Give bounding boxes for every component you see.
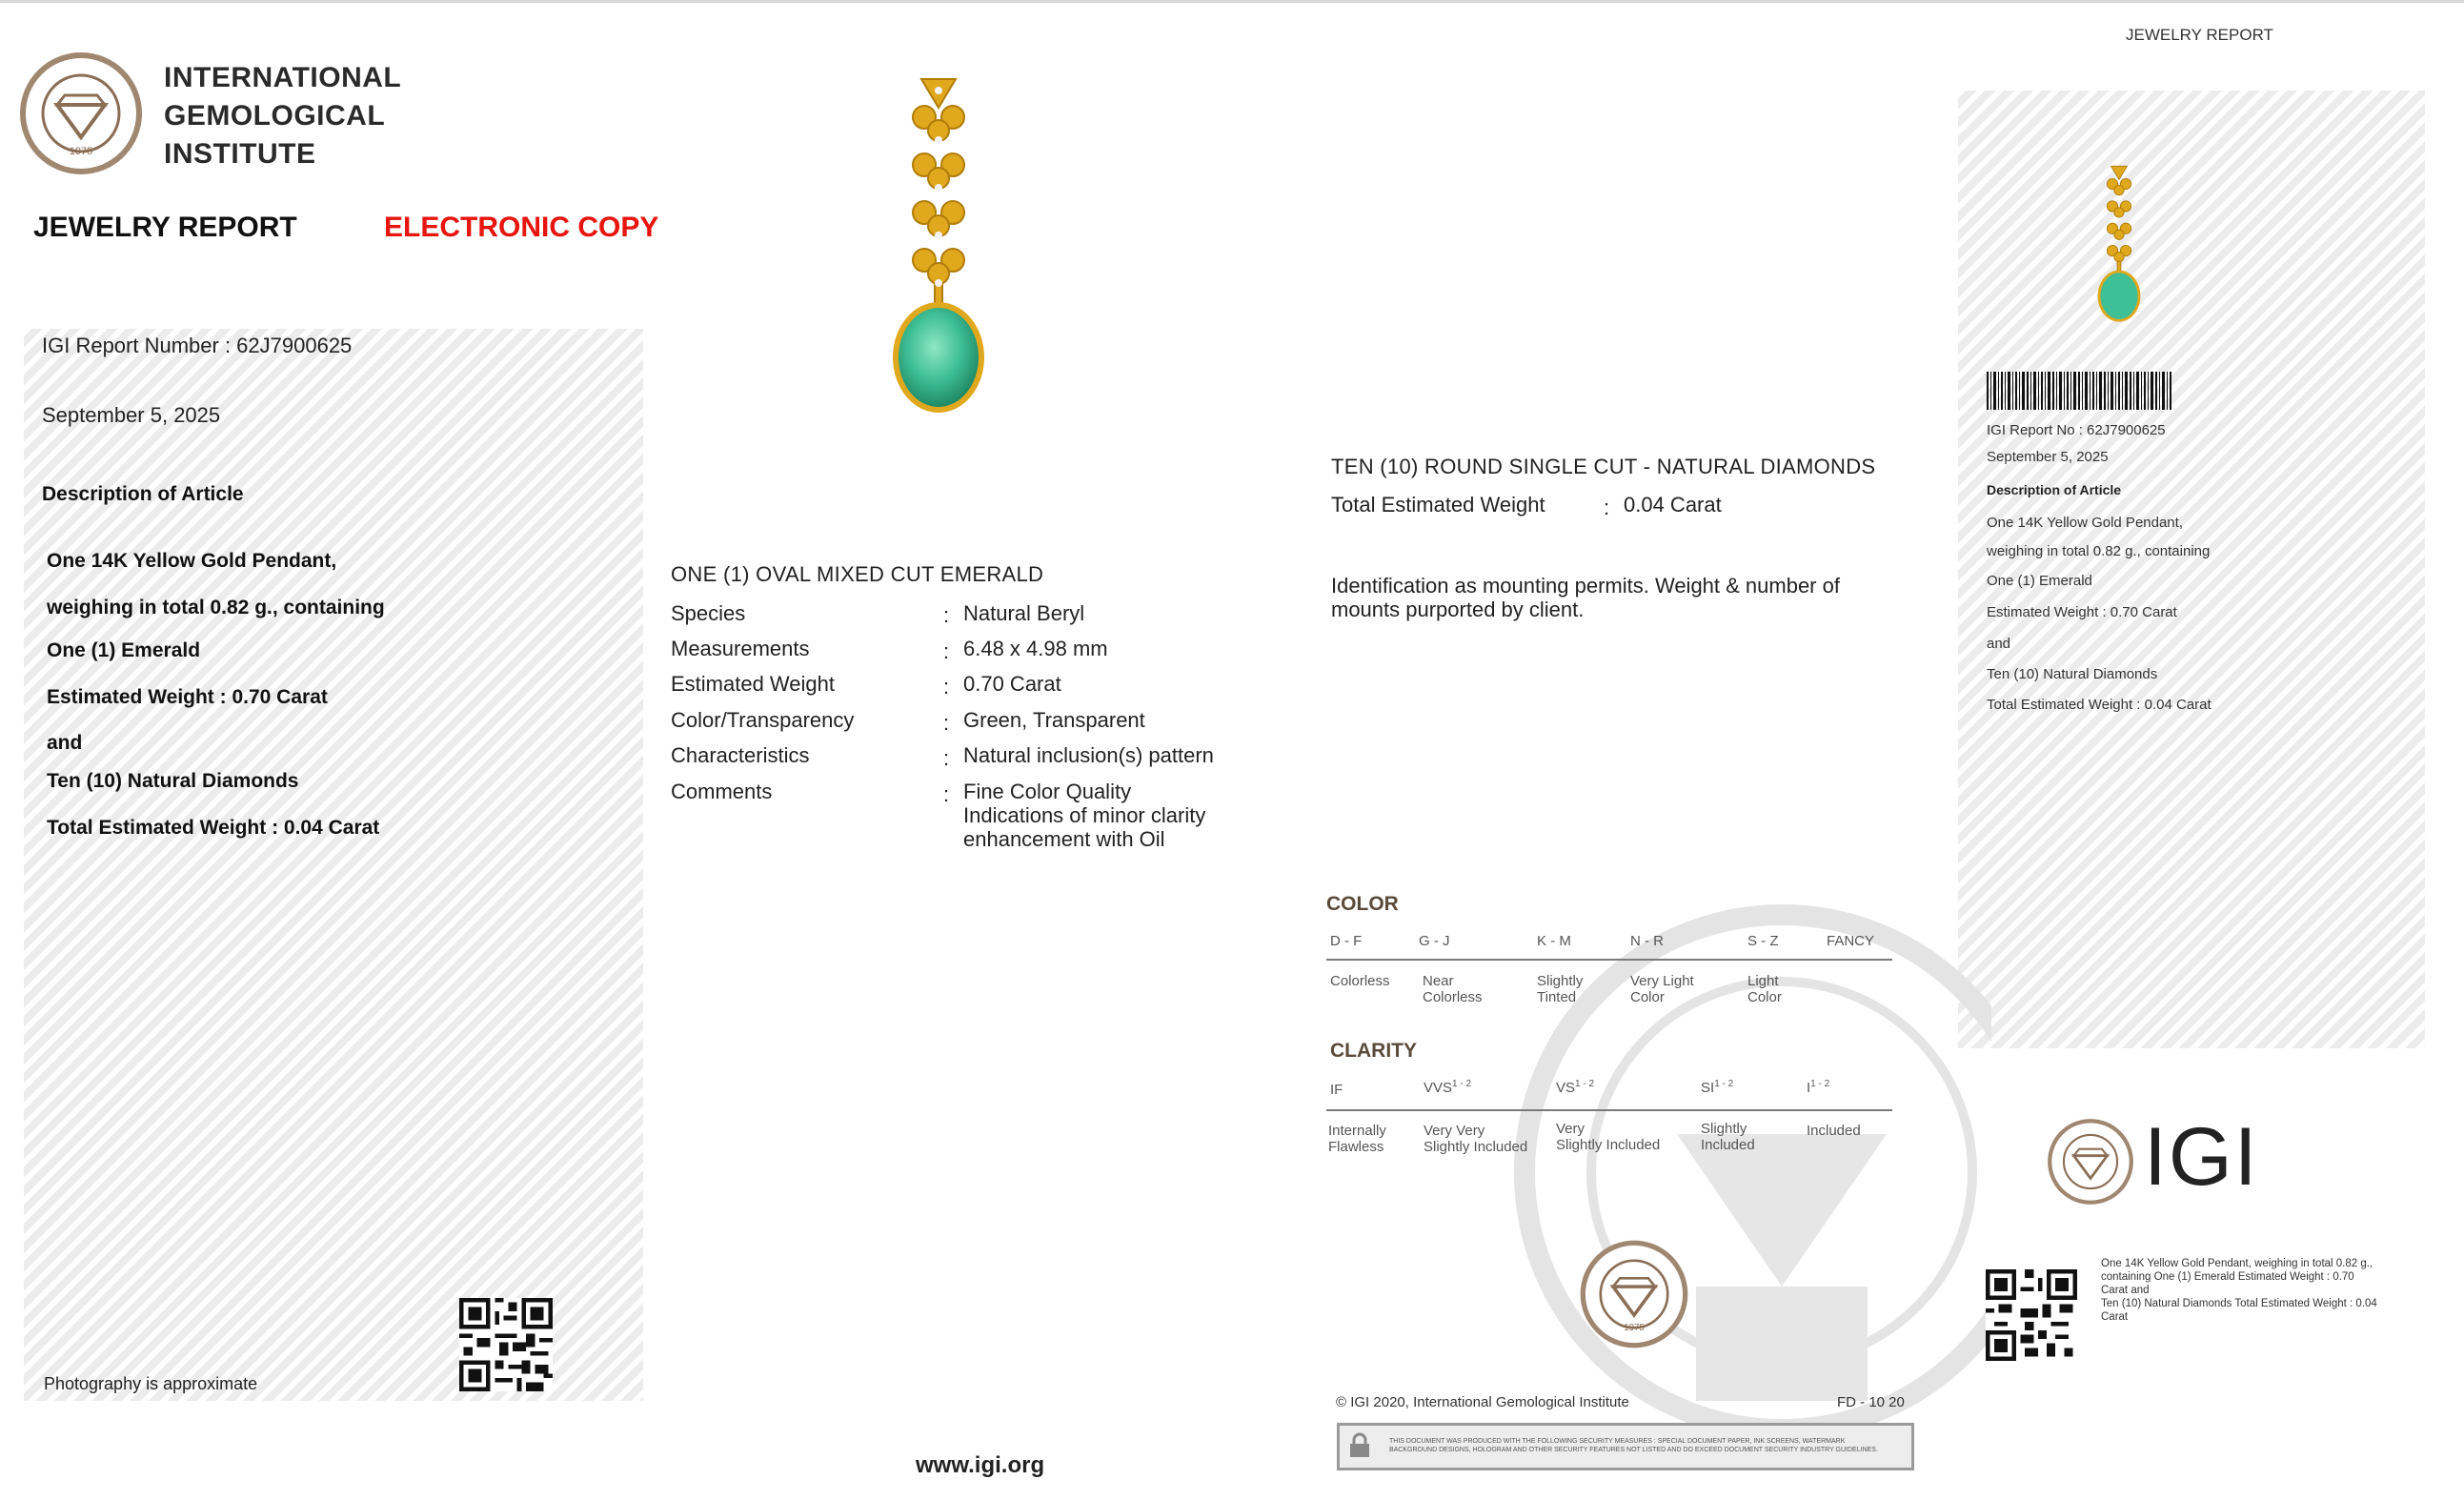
svg-text:1975: 1975 (1624, 1322, 1645, 1333)
diamonds-weight-value: 0.04 Carat (1624, 493, 1722, 517)
clarity-grade: IF (1330, 1082, 1343, 1098)
description-line: Ten (10) Natural Diamonds (47, 770, 299, 792)
summary-line: Ten (10) Natural Diamonds (1987, 666, 2158, 682)
igi-seal-logo (17, 50, 145, 177)
watermark-seal (1496, 886, 1991, 1458)
description-heading: Description of Article (42, 483, 244, 505)
diamonds-title: TEN (10) ROUND SINGLE CUT - NATURAL DIAMONDS (1331, 455, 1876, 478)
description-line: Total Estimated Weight : 0.04 Carat (47, 817, 380, 839)
clarity-grade: VS$^{1 - 2}$ (1556, 1079, 1595, 1096)
emerald-row-label: Measurements (671, 637, 810, 660)
row-colon: : (943, 711, 950, 735)
emerald-row-label: Characteristics (671, 743, 810, 767)
qr-code[interactable] (459, 1298, 553, 1391)
color-grade: N - R (1630, 933, 1664, 949)
right-background-pattern (1958, 91, 2425, 1048)
igi-brand-seal-icon (2046, 1117, 2135, 1206)
photography-note: Photography is approximate (44, 1374, 258, 1393)
security-text: THIS DOCUMENT WAS PRODUCED WITH THE FOLLOWING SECURITY MEASURES : SPECIAL DOCUMENT PAPER, INK SCREENS, WATERMARK BACKGROUND DESIGNS, HOLOGRAM AND OTHER SECURITY FEATURES NOT LISTED AND DO EXCEED DOCUMENT SECURITY INDUSTRY GUIDELINES. (1389, 1438, 1878, 1453)
color-desc: Near Colorless (1423, 973, 1483, 1005)
clarity-desc: Slightly Included (1701, 1121, 1755, 1153)
clarity-desc: Included (1807, 1123, 1861, 1139)
top-rule (0, 0, 2464, 3)
security-notice (1337, 1423, 1914, 1470)
clarity-desc: Very Very Slightly Included (1424, 1123, 1528, 1155)
description-line: Estimated Weight : 0.70 Carat (47, 686, 328, 708)
row-colon: : (943, 603, 950, 627)
svg-text:1975: 1975 (69, 146, 93, 157)
summary-line: One 14K Yellow Gold Pendant, (1987, 515, 2183, 531)
barcode[interactable] (1987, 372, 2173, 410)
description-line: weighing in total 0.82 g., containing (47, 597, 385, 618)
form-code: FD - 10 20 (1837, 1394, 1905, 1410)
row-colon: : (1604, 496, 1610, 519)
org-name: INTERNATIONAL GEMOLOGICAL INSTITUTE (164, 62, 402, 170)
summary-line: Total Estimated Weight : 0.04 Carat (1987, 697, 2212, 713)
color-grade: FANCY (1827, 933, 1875, 949)
igi-brand-text: IGI (2144, 1111, 2259, 1203)
summary-line: and (1987, 636, 2011, 652)
description-line: One 14K Yellow Gold Pendant, (47, 550, 337, 572)
report-title: JEWELRY REPORT (33, 212, 297, 243)
row-colon: : (943, 675, 950, 699)
emerald-row-label: Comments (671, 780, 773, 803)
clarity-scale-line (1326, 1109, 1892, 1111)
emerald-row-label: Species (671, 601, 746, 625)
emerald-row-value: Natural Beryl (963, 601, 1085, 625)
lock-icon (1345, 1431, 1374, 1460)
summary-report-no: IGI Report No : 62J7900625 (1987, 422, 2166, 438)
row-colon: : (943, 782, 950, 806)
emerald-row-value: 6.48 x 4.98 mm (963, 637, 1108, 660)
summary-tiny-text: One 14K Yellow Gold Pendant, weighing in total 0.82 g., containing One (1) Emerald Estimated Weight : 0.70 Carat and Ten (10) Natural Diamonds Total Estimated Weight : 0.04 Carat (2101, 1258, 2377, 1323)
emerald-comments: Fine Color Quality Indications of minor clarity enhancement with Oil (963, 780, 1206, 851)
electronic-copy-label: ELECTRONIC COPY (384, 212, 659, 243)
clarity-scale-heading: CLARITY (1330, 1040, 1417, 1062)
row-colon: : (943, 639, 950, 663)
clarity-grade: VVS$^{1 - 2}$ (1424, 1079, 1472, 1096)
description-line: and (47, 732, 83, 754)
description-line: One (1) Emerald (47, 639, 201, 661)
color-grade: D - F (1330, 933, 1363, 949)
emerald-row-value: Green, Transparent (963, 708, 1145, 732)
website-link[interactable]: www.igi.org (916, 1452, 1045, 1478)
color-scale-line (1326, 959, 1892, 961)
report-date: September 5, 2025 (42, 403, 221, 427)
emerald-row-value: 0.70 Carat (963, 672, 1061, 696)
summary-line: Estimated Weight : 0.70 Carat (1987, 604, 2177, 620)
emerald-title: ONE (1) OVAL MIXED CUT EMERALD (671, 562, 1044, 586)
diamonds-weight-label: Total Estimated Weight (1331, 493, 1545, 517)
pendant-thumbnail (2092, 154, 2146, 335)
color-scale-heading: COLOR (1326, 893, 1399, 915)
clarity-grade: $I^{1 - 2}$ (1807, 1079, 1830, 1096)
summary-date: September 5, 2025 (1987, 449, 2109, 465)
emerald-row-label: Color/Transparency (671, 708, 855, 732)
summary-heading: Description of Article (1987, 482, 2122, 497)
clarity-grade: SI$^{1 - 2}$ (1701, 1079, 1734, 1096)
qr-code-right[interactable] (1986, 1269, 2077, 1361)
color-grade: K - M (1537, 933, 1571, 949)
summary-line: One (1) Emerald (1987, 573, 2092, 589)
color-desc: Very Light Color (1630, 973, 1694, 1005)
color-desc: Colorless (1330, 973, 1390, 989)
color-grade: S - Z (1747, 933, 1779, 949)
color-desc: Slightly Tinted (1537, 973, 1584, 1005)
igi-seal-icon (1578, 1238, 1690, 1350)
report-number: IGI Report Number : 62J7900625 (42, 334, 353, 357)
emerald-row-label: Estimated Weight (671, 672, 836, 696)
color-desc: Light Color (1747, 973, 1782, 1005)
header-right-label: JEWELRY REPORT (2126, 26, 2273, 44)
color-grade: G - J (1419, 933, 1450, 949)
pendant-photo (881, 71, 996, 424)
copyright: © IGI 2020, International Gemological Institute (1336, 1394, 1629, 1410)
clarity-desc: Internally Flawless (1328, 1123, 1386, 1155)
clarity-desc: Very Slightly Included (1556, 1121, 1661, 1153)
diamonds-note: Identification as mounting permits. Weight & number of mounts purported by client. (1331, 574, 1840, 621)
emerald-row-value: Natural inclusion(s) pattern (963, 743, 1214, 767)
row-colon: : (943, 746, 950, 770)
summary-line: weighing in total 0.82 g., containing (1987, 543, 2211, 559)
